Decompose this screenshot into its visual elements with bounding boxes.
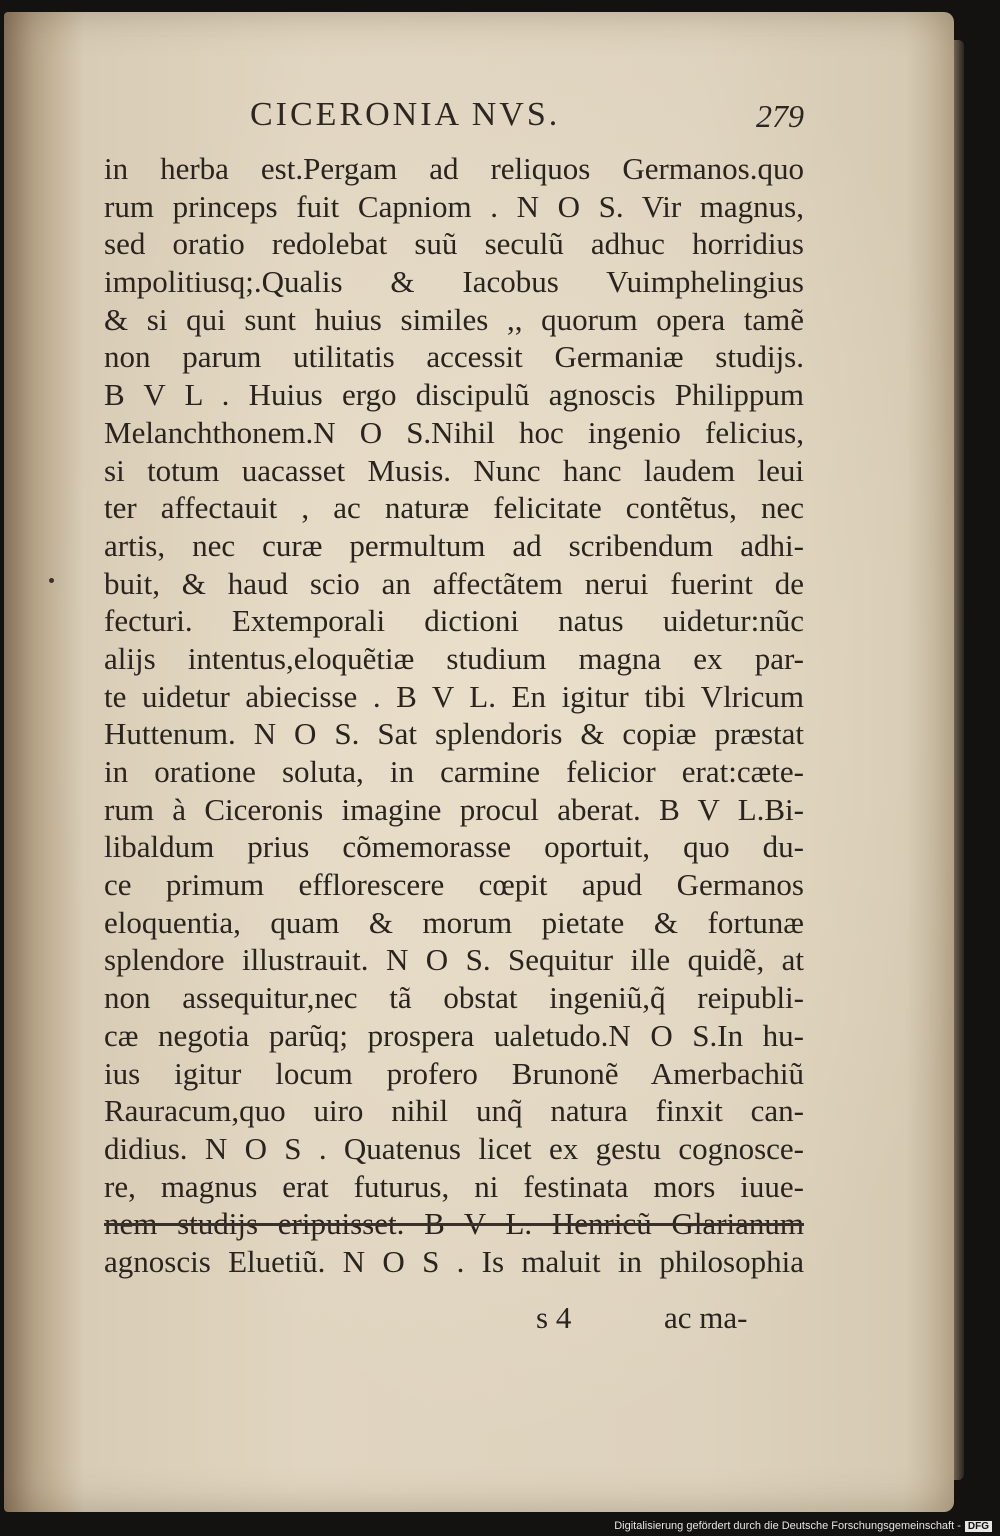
text-line: in oratione soluta, in carmine felicior erat:cæte- [104,754,804,789]
text-line: si totum uacasset Musis. Nunc hanc laudem leui [104,452,804,488]
text-block [104,150,804,1281]
folio-number: 279 [756,98,804,134]
text-line: impolitiusq;.Qualis & Iacobus Vuimphelingius [104,264,804,300]
page-header [104,96,804,140]
ink-mark [49,578,54,583]
text-line: ius igitur locum profero Brunonẽ Amerbachiũ [104,1055,804,1091]
text-line: fecturi. Extemporali dictioni natus uidetur:nũc [104,603,804,639]
credit-text: Digitalisierung gefördert durch die Deutsche Forschungsgemeinschaft - [614,1520,961,1532]
text-line: agnoscis Eluetiũ. N O S . Is maluit in philosophia [104,1243,804,1279]
text-line: Huttenum. N O S. Sat splendoris & copiæ præstat [104,716,804,752]
text-line: B V L . Huius ergo discipulũ agnoscis Philippum [104,377,804,413]
text-line: eloquentia, quam & morum pietate & fortunæ [104,904,804,940]
book-page [4,12,954,1512]
text-line: ter affectauit , ac naturæ felicitate contẽtus, nec [104,490,804,526]
text-line: sed oratio redolebat suũ seculũ adhuc horridius [104,226,804,262]
running-title: CICERONIA NVS. [250,96,561,133]
text-line: re, magnus erat futurus, ni festinata mors iuue- [104,1168,804,1204]
text-line: splendore illustrauit. N O S. Sequitur ille quidẽ, at [104,942,804,978]
text-line: didius. N O S . Quatenus licet ex gestu cognosce- [104,1130,804,1166]
text-line: Rauracum,quo uiro nihil unq̃ natura finxit can- [104,1093,804,1129]
text-line: in herba est.Pergam ad reliquos Germanos.quo [104,151,804,186]
digitization-credit [614,1520,992,1532]
text-line: rum princeps fuit Capniom . N O S. Vir magnus, [104,188,804,224]
catchword: ac ma- [664,1300,748,1335]
dfg-logo-icon: DFG [965,1521,992,1532]
text-line: rum à Ciceronis imagine procul aberat. B V L.Bi- [104,791,804,827]
text-line: & si qui sunt huius similes ,, quorum opera tamẽ [104,301,804,337]
text-line: ce primum efflorescere cœpit apud Germanos [104,867,804,903]
text-line: libaldum prius cõmemorasse oportuit, quo du- [104,829,804,865]
page-edge [954,40,964,1480]
text-line: buit, & haud scio an affectãtem nerui fuerint de [104,565,804,601]
text-line: cæ negotia parũq; prospera ualetudo.N O S.In hu- [104,1017,804,1053]
text-line-struck: nem studijs eripuisset. B V L. Henricũ Glarianum [104,1206,804,1242]
text-line: artis, nec curæ permultum ad scribendum adhi- [104,527,804,563]
text-line: non assequitur,nec tã obstat ingeniũ,q̃ reipubli- [104,980,804,1016]
text-line: alijs intentus,eloquẽtiæ studium magna ex par- [104,640,804,676]
signature-mark: s 4 [536,1300,572,1335]
text-line: non parum utilitatis accessit Germaniæ studijs. [104,339,804,375]
text-line: Melanchthonem.N O S.Nihil hoc ingenio felicius, [104,414,804,450]
text-line: te uidetur abiecisse . B V L. En igitur tibi Vlricum [104,678,804,714]
page-footer [104,1300,804,1340]
